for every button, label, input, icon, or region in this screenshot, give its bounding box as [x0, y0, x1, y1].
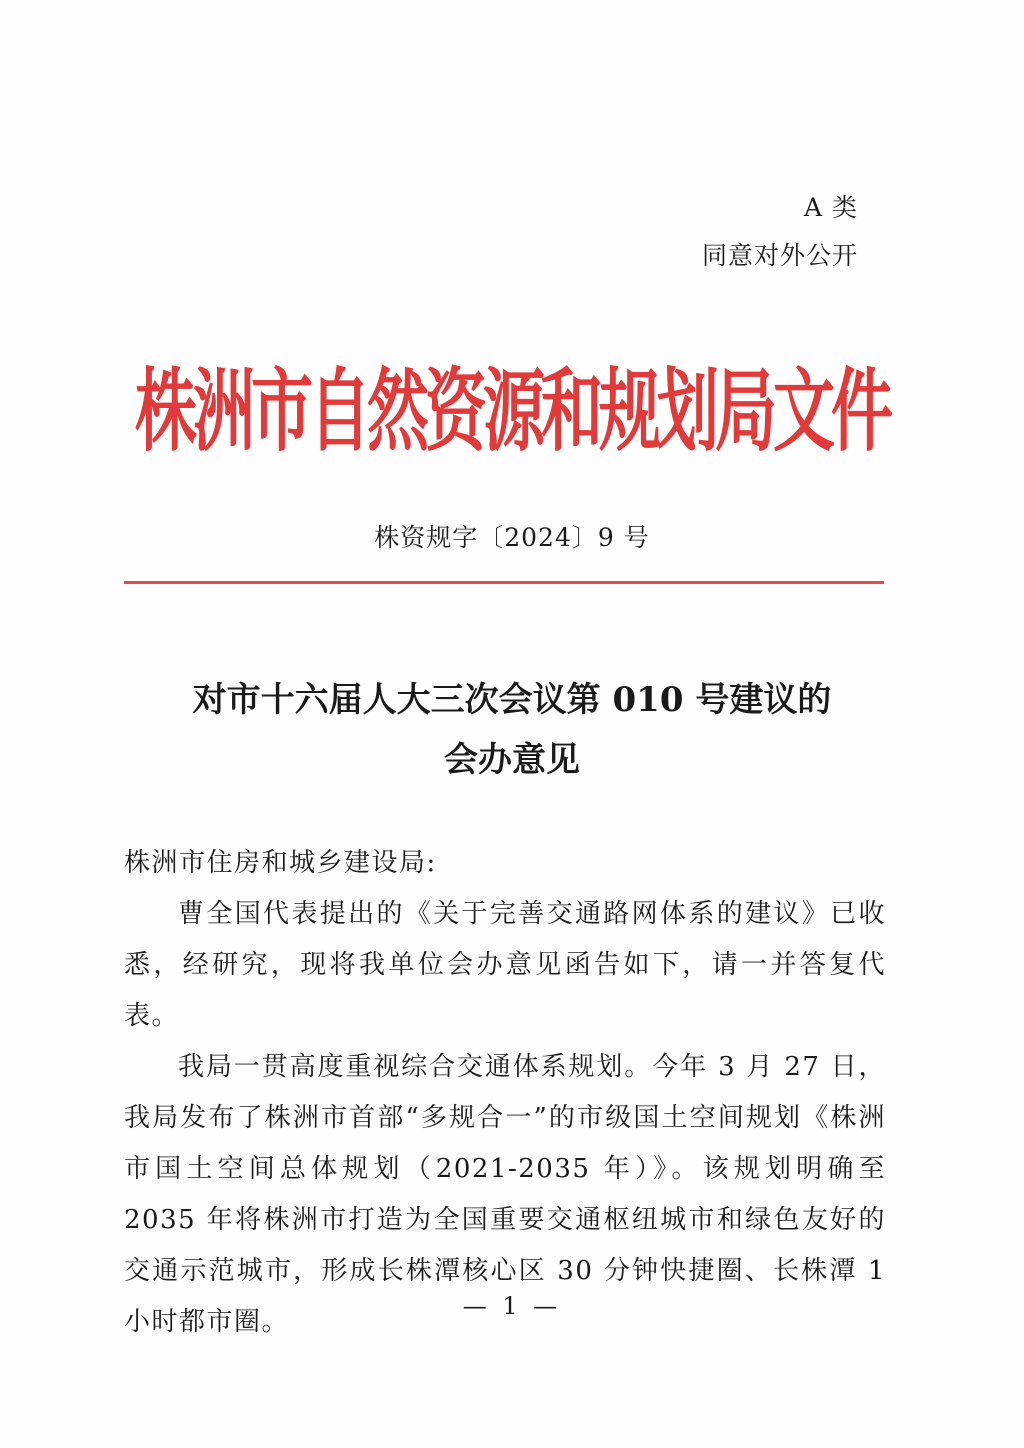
title-line-1: 对市十六届人大三次会议第 010 号建议的 [192, 680, 832, 720]
classification-block [702, 184, 858, 280]
document-category: A 类 [803, 193, 858, 222]
page-number: — 1 — [462, 1292, 562, 1320]
title-line-2: 会办意见 [444, 740, 580, 780]
body-paragraph: 我局一贯高度重视综合交通体系规划。今年 3 月 27 日，我局发布了株洲市首部“多规合一”的市级国土空间规划《株洲市国土空间总体规划（2021-2035 年）》。该规划明确至 2035 年将株洲市打造为全国重要交通枢纽城市和绿色友好的交通示范城市，形成长株潭核心区 30 分钟快捷圈、长株潭 1 小时都市圈。 [124, 1052, 886, 1337]
red-separator-line [124, 581, 884, 584]
disclosure-status: 同意对外公开 [701, 241, 858, 270]
document-title [120, 670, 904, 790]
body-paragraph: 曹全国代表提出的《关于完善交通路网体系的建议》已收悉，经研究，现将我单位会办意见函告如下，请一并答复代表。 [124, 899, 886, 1031]
document-body [124, 838, 886, 1348]
document-number: 株资规字〔2024〕9 号 [374, 523, 650, 552]
issuer-banner: 株洲市自然资源和规划局文件 [134, 358, 889, 464]
salutation: 株洲市住房和城乡建设局: [124, 848, 437, 878]
